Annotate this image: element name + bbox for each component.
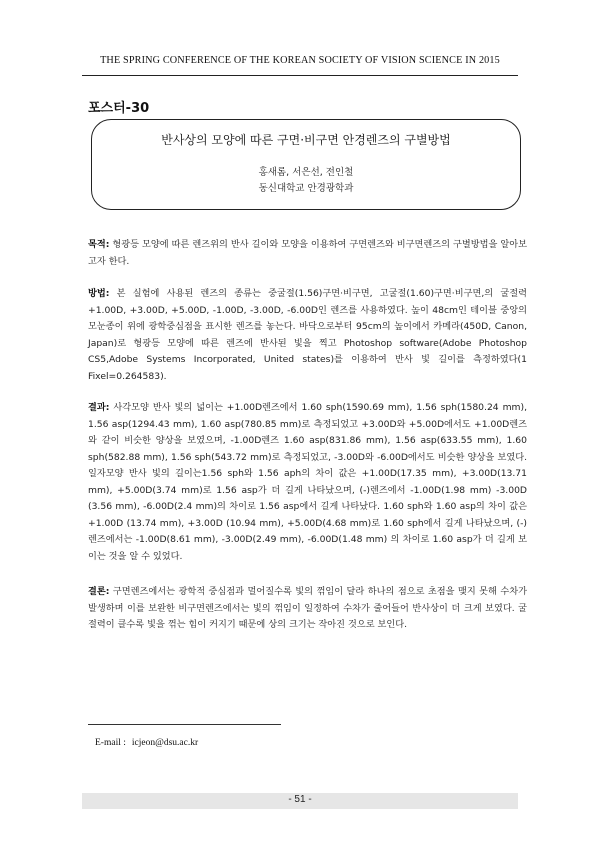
header-rule (82, 75, 518, 76)
conclusion-section (88, 584, 527, 634)
purpose-section (88, 237, 527, 270)
results-label: 결과: (88, 402, 110, 413)
email-label: E-mail : (95, 738, 126, 748)
results-section (88, 400, 527, 565)
paper-title: 반사상의 모양에 따른 구면·비구면 안경렌즈의 구별방법 (161, 133, 451, 147)
conclusion-label: 결론: (88, 586, 110, 597)
authors: 홍새롬, 서은선, 전인철 (258, 167, 354, 178)
affiliation: 동신대학교 안경광학과 (258, 183, 354, 194)
method-section (88, 286, 527, 385)
conference-header: THE SPRING CONFERENCE OF THE KOREAN SOCIETY OF VISION SCIENCE IN 2015 (100, 55, 500, 66)
method-text: 본 실험에 사용된 렌즈의 종류는 중굴절(1.56)구면·비구면, 고굴절(1.60)구면·비구면,의 굴절력 +1.00D, +3.00D, +5.00D, -1.00D, -3.00D, -6.00D인 렌즈를 사용하였다. 높이 48cm인 테이블 중앙의 모눈종이 위에 광학중심점을 표시한 렌즈를 놓는다. 바닥으로부터 95cm의 높이에서 카메라(450D, Canon, Japan)로 형광등 모양에 따른 렌즈에 반사된 빛을 찍고 Photoshop software(Adobe Photoshop CS5,Adobe Systems Incorporated, United states)를 이용하여 반사 빛 길이를 측정하였다(1 Fixel=0.264583). (88, 288, 527, 382)
page-number: - 51 - (288, 794, 312, 805)
email-address: icjeon@dsu.ac.kr (131, 738, 199, 748)
footnote-rule (88, 724, 281, 725)
purpose-label: 목적: (88, 239, 110, 250)
method-label: 방법: (88, 288, 110, 299)
title-box (91, 119, 521, 210)
conclusion-text: 구면렌즈에서는 광학적 중심점과 멀어질수록 빛의 꺾임이 달라 하나의 점으로 초점을 맺지 못해 수차가 발생하며 이를 보완한 비구면렌즈에서는 빛의 꺾임이 일정하여 수차가 줄어들어 반사상이 더 크게 보였다. 굴절력이 클수록 빛을 꺾는 힘이 커지기 때문에 상의 크기는 작아진 것으로 보인다. (88, 586, 527, 630)
purpose-text: 형광등 모양에 따른 렌즈위의 반사 길이와 모양을 이용하여 구면렌즈와 비구면렌즈의 구별방법을 알아보고자 한다. (88, 239, 527, 267)
poster-label: 포스터-30 (88, 101, 150, 116)
results-text: 사각모양 반사 빛의 넓이는 +1.00D렌즈에서 1.60 sph(1590.69 mm), 1.56 sph(1580.24 mm), 1.56 asp(1294.43 mm), 1.60 asp(780.85 mm)로 측정되었고 +3.00D와 +5.00D에서도 +1.00D렌즈와 같이 비슷한 양상을 보였으며, -1.00D렌즈 1.60 asp(831.86 mm), 1.56 asp(633.55 mm), 1.60 sph(582.88 mm), 1.56 sph(543.72 mm)로 측정되었고, -3.00D와 -6.00D에서도 비슷한 양상을 보였다. 일자모양 반사 빛의 길이는1.56 sph와 1.56 aph의 차이 값은 +1.00D(17.35 mm), +3.00D(13.71 mm), +5.00D(3.74 mm)로 1.56 asp가 더 길게 나타났으며, (-)렌즈에서 -1.00D(1.98 mm) -3.00D (3.56 mm), -6.00D(2.4 mm)의 차이로 1.56 asp에서 길게 나타났다. 1.60 sph와 1.60 asp의 차이 값은 +1.00D (13.74 mm), +3.00D (10.94 mm), +5.00D(4.68 mm)로 1.60 sph에서 길게 나타났으며, (-) 렌즈에서는 -1.00D(8.61 mm), -3.00D(2.49 mm), -6.00D(1.48 mm) 의 차이로 1.60 asp가 더 길게 보이는 것을 알 수 있었다. (88, 402, 527, 562)
footnote (95, 738, 198, 748)
page-footer (82, 793, 518, 809)
